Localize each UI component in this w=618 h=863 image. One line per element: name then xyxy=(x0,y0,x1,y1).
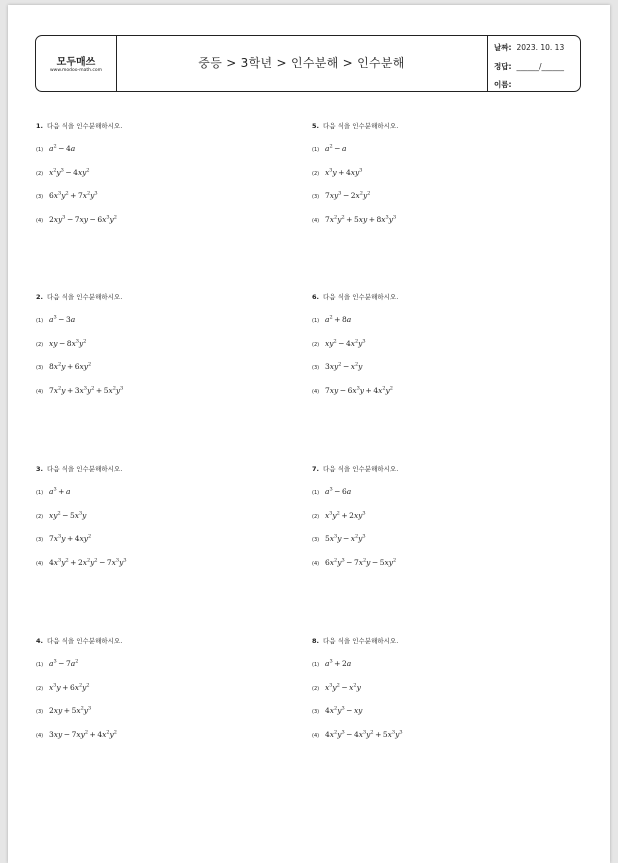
math-expression: $x^3y^2 - x^2y$ xyxy=(325,682,361,692)
sub-question xyxy=(36,485,286,509)
sub-question xyxy=(36,360,286,384)
date-value: 2023. 10. 13 xyxy=(516,43,565,52)
name-row xyxy=(494,79,512,90)
sub-question-number: (4) xyxy=(312,388,320,395)
question-instruction: 다음 식을 인수분해하시오. xyxy=(323,122,399,130)
math-expression: $4x^3y^2 + 2x^2y^2 - 7x^3y^3$ xyxy=(49,557,127,567)
sub-question xyxy=(312,360,562,384)
sub-question-number: (3) xyxy=(312,365,320,371)
sub-question-number: (4) xyxy=(36,217,44,224)
sub-question xyxy=(312,556,562,580)
sub-question-number: (4) xyxy=(312,560,320,567)
sub-question-number: (4) xyxy=(312,217,320,224)
sub-question xyxy=(36,657,286,681)
question-header xyxy=(312,464,562,474)
math-expression: $6x^3y^2 + 7x^2y^3$ xyxy=(49,190,98,200)
math-expression: xy − $8x^3y^2$ xyxy=(49,338,87,348)
math-expression: $3xy^2 - x^2y$ xyxy=(325,361,363,371)
math-expression: $2xy^3 - 7xy - 6x^3y^2$ xyxy=(49,214,117,224)
question xyxy=(36,464,286,579)
math-expression: $a^3 + 2a$ xyxy=(325,658,352,668)
question-header xyxy=(312,121,562,131)
sub-question-number: (4) xyxy=(36,732,44,739)
question-number: 4. xyxy=(36,637,43,645)
sub-question xyxy=(312,532,562,556)
math-expression: $4x^2y^3$ − xy xyxy=(325,705,363,715)
math-expression: $7x^3y + 4xy^2$ xyxy=(49,533,92,543)
question xyxy=(312,121,562,236)
sub-question xyxy=(36,166,286,190)
question xyxy=(312,292,562,407)
sub-question xyxy=(312,384,562,408)
answer-value: ______/______ xyxy=(516,62,565,71)
math-expression: $7xy - 6x^3y + 4x^2y^2$ xyxy=(325,385,393,395)
question xyxy=(312,636,562,751)
question-header xyxy=(36,636,286,646)
sub-question xyxy=(36,681,286,705)
question-number: 6. xyxy=(312,293,319,301)
question-number: 5. xyxy=(312,122,319,130)
question xyxy=(36,121,286,236)
question-header xyxy=(36,292,286,302)
question-header xyxy=(36,464,286,474)
math-expression: $x^3y^2 + 2xy^3$ xyxy=(325,510,366,520)
worksheet-page xyxy=(8,5,610,863)
math-expression: $5x^3y - x^2y^3$ xyxy=(325,533,366,543)
sub-question xyxy=(36,704,286,728)
question-number: 7. xyxy=(312,465,319,473)
info-box xyxy=(487,36,582,91)
math-expression: $xy^2 - 5x^3y$ xyxy=(49,510,87,520)
math-expression: $2xy + 5x^2y^3$ xyxy=(49,705,92,715)
sub-question xyxy=(312,189,562,213)
question-instruction: 다음 식을 인수분해하시오. xyxy=(47,637,123,645)
question-instruction: 다음 식을 인수분해하시오. xyxy=(47,293,123,301)
question-header xyxy=(312,636,562,646)
logo-name: 모두매쓰 xyxy=(56,57,96,68)
sub-question-number: (2) xyxy=(312,170,320,177)
sub-question-number: (1) xyxy=(36,490,44,496)
sub-question-number: (2) xyxy=(312,685,320,692)
question-header xyxy=(36,121,286,131)
math-expression: $x^3y + 4xy^3$ xyxy=(325,167,363,177)
logo-url: www.modoo-math.com xyxy=(49,68,103,73)
sub-question-number: (1) xyxy=(312,318,320,324)
question-instruction: 다음 식을 인수분해하시오. xyxy=(323,293,399,301)
sub-question-number: (3) xyxy=(36,365,44,371)
question xyxy=(36,292,286,407)
sub-question xyxy=(312,704,562,728)
sub-question xyxy=(312,142,562,166)
question xyxy=(36,636,286,751)
sub-question-number: (1) xyxy=(36,147,44,153)
sub-question-number: (2) xyxy=(312,341,320,348)
sub-question xyxy=(312,509,562,533)
math-expression: $7x^2y + 3x^3y^2 + 5x^2y^3$ xyxy=(49,385,124,395)
question-instruction: 다음 식을 인수분해하시오. xyxy=(323,465,399,473)
math-expression: $4x^2y^3 - 4x^3y^2 + 5x^3y^3$ xyxy=(325,729,403,739)
sub-question xyxy=(312,485,562,509)
name-label: 이름: xyxy=(494,80,512,89)
math-expression: $a^3 - 7a^2$ xyxy=(49,658,79,668)
question-instruction: 다음 식을 인수분해하시오. xyxy=(47,465,123,473)
sub-question-number: (2) xyxy=(36,513,44,520)
sub-question-number: (2) xyxy=(36,170,44,177)
math-expression: $a^2 + 8a$ xyxy=(325,314,352,324)
sub-question-number: (3) xyxy=(312,537,320,543)
question-number: 3. xyxy=(36,465,43,473)
sub-question-number: (1) xyxy=(312,662,320,668)
sub-question xyxy=(312,681,562,705)
math-expression: $x^3y + 6x^2y^2$ xyxy=(49,682,90,692)
page-title: 중등 > 3학년 > 인수분해 > 인수분해 xyxy=(198,56,405,70)
sub-question xyxy=(36,337,286,361)
sub-question xyxy=(36,213,286,237)
sub-question xyxy=(312,728,562,752)
math-expression: $a^3 - 6a$ xyxy=(325,486,352,496)
question-number: 2. xyxy=(36,293,43,301)
math-expression: $a^2 - a$ xyxy=(325,143,347,153)
math-expression: $8x^2y + 6xy^2$ xyxy=(49,361,92,371)
answer-label: 정답: xyxy=(494,62,512,71)
question-header xyxy=(312,292,562,302)
question-number: 8. xyxy=(312,637,319,645)
sub-question xyxy=(36,509,286,533)
question-instruction: 다음 식을 인수분해하시오. xyxy=(323,637,399,645)
sub-question-number: (4) xyxy=(312,732,320,739)
math-expression: $7x^2y^2 + 5xy + 8x^3y^3$ xyxy=(325,214,397,224)
math-expression: $6x^2y^3 - 7x^2y - 5xy^2$ xyxy=(325,557,397,567)
sub-question xyxy=(36,142,286,166)
question-number: 1. xyxy=(36,122,43,130)
sub-question-number: (3) xyxy=(36,194,44,200)
math-expression: $x^2y^3 - 4xy^2$ xyxy=(49,167,90,177)
answer-row xyxy=(494,61,564,72)
sub-question-number: (1) xyxy=(312,147,320,153)
sub-question-number: (2) xyxy=(36,341,44,348)
date-row xyxy=(494,42,564,53)
sub-question-number: (3) xyxy=(36,709,44,715)
sub-question-number: (3) xyxy=(312,194,320,200)
math-expression: $3xy - 7xy^2 + 4x^2y^2$ xyxy=(49,729,117,739)
sub-question-number: (3) xyxy=(312,709,320,715)
sub-question-number: (4) xyxy=(36,388,44,395)
date-label: 날짜: xyxy=(494,43,512,52)
question-instruction: 다음 식을 인수분해하시오. xyxy=(47,122,123,130)
sub-question xyxy=(312,313,562,337)
sub-question-number: (2) xyxy=(312,513,320,520)
sub-question-number: (2) xyxy=(36,685,44,692)
math-expression: $7xy^3 - 2x^2y^2$ xyxy=(325,190,371,200)
logo xyxy=(36,36,117,91)
sub-question-number: (1) xyxy=(36,318,44,324)
sub-question-number: (4) xyxy=(36,560,44,567)
sub-question xyxy=(312,657,562,681)
sub-question xyxy=(312,166,562,190)
worksheet-header xyxy=(35,35,581,92)
math-expression: $a^3 - 3a$ xyxy=(49,314,76,324)
sub-question xyxy=(36,556,286,580)
sub-question-number: (1) xyxy=(312,490,320,496)
sub-question xyxy=(36,728,286,752)
math-expression: $a^3 + a$ xyxy=(49,486,71,496)
sub-question-number: (3) xyxy=(36,537,44,543)
sub-question xyxy=(36,384,286,408)
sub-question xyxy=(312,213,562,237)
sub-question xyxy=(36,313,286,337)
sub-question xyxy=(36,532,286,556)
math-expression: $xy^2 - 4x^2y^3$ xyxy=(325,338,366,348)
sub-question xyxy=(36,189,286,213)
question xyxy=(312,464,562,579)
sub-question-number: (1) xyxy=(36,662,44,668)
sub-question xyxy=(312,337,562,361)
math-expression: $a^2 - 4a$ xyxy=(49,143,76,153)
